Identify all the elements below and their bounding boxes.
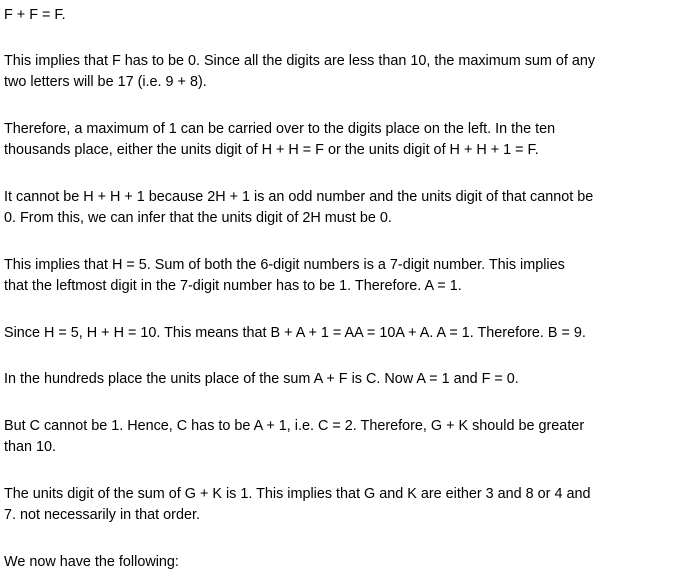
text-line: The units digit of the sum of G + K is 1. This implies that G and K are either 3 and 8 or 4 and (4, 486, 591, 502)
text-line: This implies that H = 5. Sum of both the 6-digit numbers is a 7-digit number. This implies (4, 257, 565, 273)
paragraph-c-equals-two (4, 416, 584, 458)
text-line: 0. From this, we can infer that the units digit of 2H must be 0. (4, 210, 392, 226)
text-line: than 10. (4, 439, 57, 455)
paragraph-h-equals-five (4, 255, 565, 297)
text-line: This implies that F has to be 0. Since all the digits are less than 10, the maximum sum of any (4, 53, 596, 69)
text-line: two letters will be 17 (i.e. 9 + 8). (4, 74, 207, 90)
paragraph-f-is-zero (4, 51, 595, 93)
paragraph-following (4, 552, 179, 573)
text-line: We now have the following: (4, 554, 179, 570)
paragraph-odd-number (4, 187, 593, 229)
text-line: Therefore, a maximum of 1 can be carried over to the digits place on the left. In the ten (4, 121, 556, 137)
text-line: that the leftmost digit in the 7-digit number has to be 1. Therefore. A = 1. (4, 278, 462, 294)
text-line: thousands place, either the units digit of H + H = F or the units digit of H + H + 1 = F. (4, 142, 539, 158)
paragraph-equation (4, 5, 66, 26)
paragraph-carry-over (4, 119, 555, 161)
text-line: But C cannot be 1. Hence, C has to be A + 1, i.e. C = 2. Therefore, G + K should be greater (4, 418, 585, 434)
text-line: In the hundreds place the units place of the sum A + F is C. Now A = 1 and F = 0. (4, 371, 519, 387)
text-line: It cannot be H + H + 1 because 2H + 1 is an odd number and the units digit of that cannot be (4, 189, 594, 205)
paragraph-b-equals-nine (4, 323, 586, 344)
paragraph-g-and-k (4, 484, 590, 526)
text-line: Since H = 5, H + H = 10. This means that B + A + 1 = AA = 10A + A. A = 1. Therefore. B = 9. (4, 325, 586, 341)
text-line: 7. not necessarily in that order. (4, 507, 200, 523)
text-line: F + F = F. (4, 7, 66, 23)
paragraph-hundreds-place (4, 369, 519, 390)
